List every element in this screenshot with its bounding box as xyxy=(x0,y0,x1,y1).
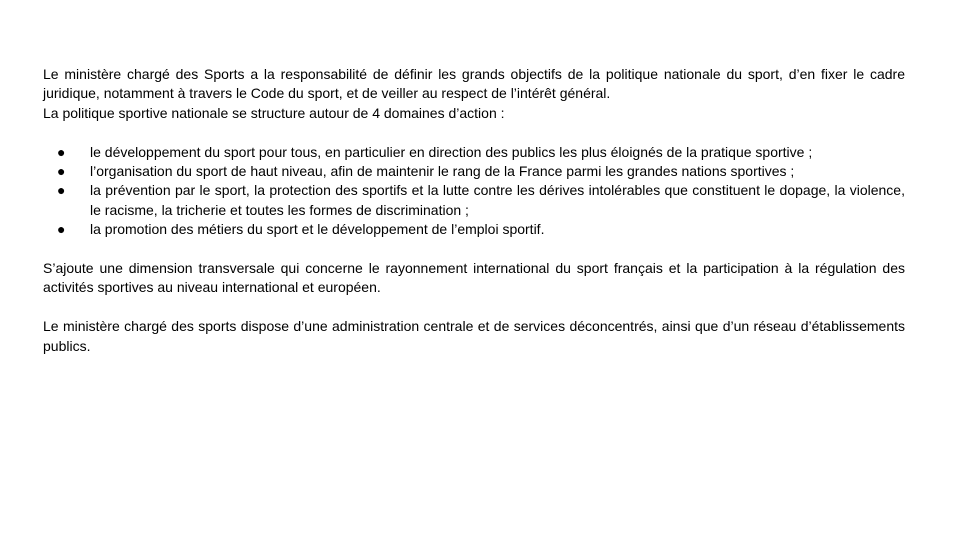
list-item xyxy=(43,162,905,181)
spacer xyxy=(43,123,905,142)
bullet-icon: ● xyxy=(57,163,66,180)
list-item xyxy=(43,181,905,220)
organisation-paragraph: Le ministère chargé des sports dispose d’une administration centrale et de services déconcentrés, ainsi que d’un réseau d’établissements publics. xyxy=(43,318,905,354)
intro-paragraph: Le ministère chargé des Sports a la responsabilité de définir les grands objectifs de la politique nationale du sport, d’en fixer le cadre juridique, notamment à travers le Code du sport, et de veiller au respect de l’intérêt général. xyxy=(43,66,905,102)
list-item xyxy=(43,220,905,239)
intro-domains-line: La politique sportive nationale se structure autour de 4 domaines d’action : xyxy=(43,104,505,121)
bullet-icon: ● xyxy=(57,182,66,199)
bullet-icon: ● xyxy=(57,221,66,238)
list-item-text: la promotion des métiers du sport et le développement de l’emploi sportif. xyxy=(90,221,545,238)
text-body xyxy=(43,65,905,356)
list-item-text: le développement du sport pour tous, en particulier en direction des publics les plus éloignés de la pratique sportive ; xyxy=(90,143,813,160)
list-item xyxy=(43,143,905,162)
transversal-paragraph: S’ajoute une dimension transversale qui concerne le rayonnement international du sport français et la participation à la régulation des activités sportives au niveau international et européen. xyxy=(43,260,905,296)
spacer xyxy=(43,298,905,317)
action-domains-list xyxy=(43,143,905,240)
list-item-text: la prévention par le sport, la protection des sportifs et la lutte contre les dérives intolérables que constituent le dopage, la violence, le racisme, la tricherie et toutes les formes de discrimination ; xyxy=(90,182,905,218)
list-item-text: l’organisation du sport de haut niveau, afin de maintenir le rang de la France parmi les grandes nations sportives ; xyxy=(90,163,795,180)
bullet-icon: ● xyxy=(57,143,66,160)
spacer xyxy=(43,240,905,259)
